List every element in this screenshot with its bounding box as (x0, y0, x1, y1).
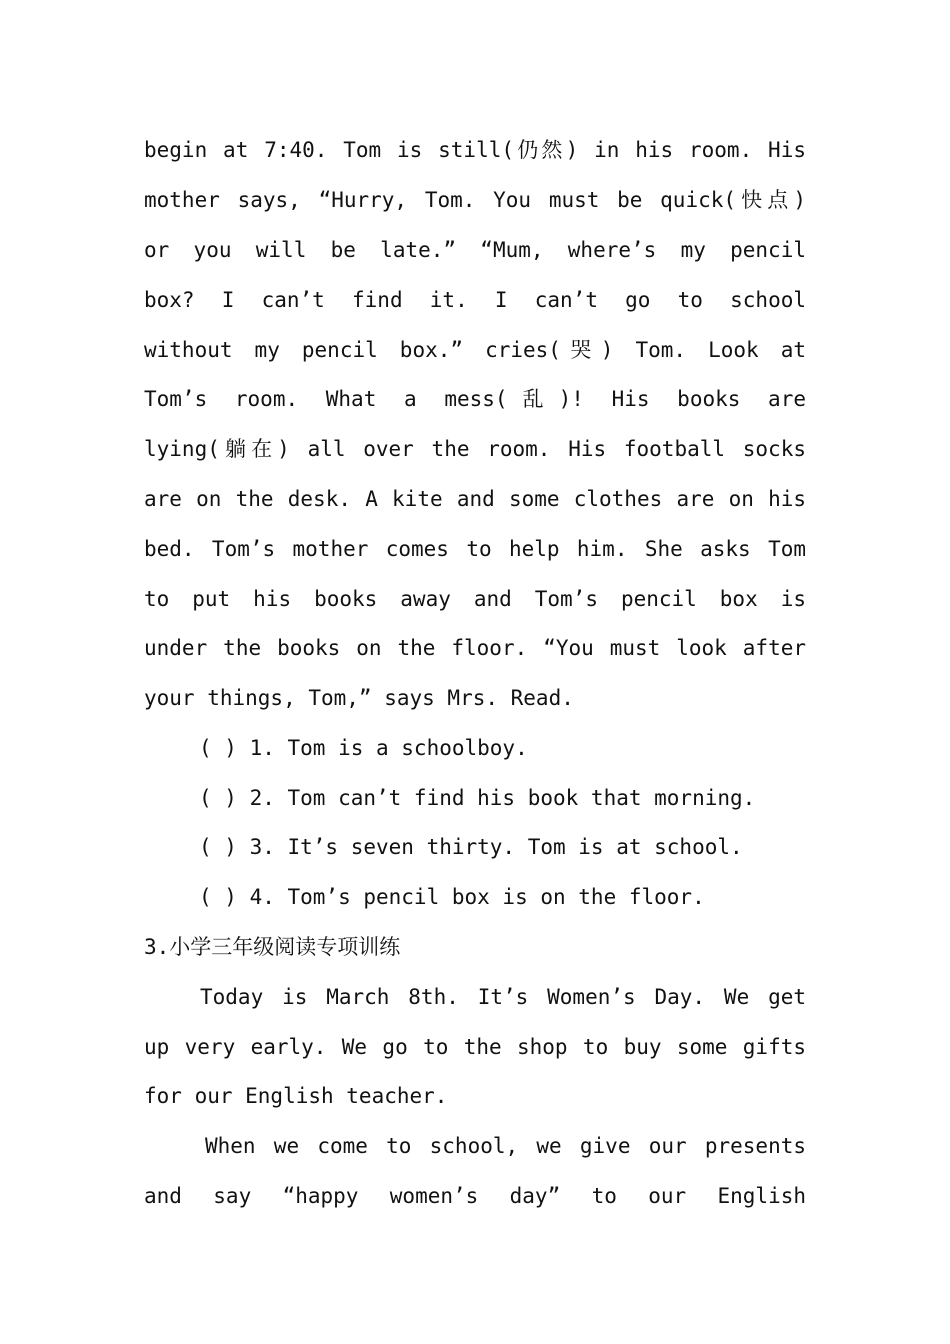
passage-line: lying(躺在) all over the room. His football socks (144, 437, 806, 461)
paragraph-line: and say “happy women’s day” to our English (144, 1184, 806, 1208)
paragraph-line: When we come to school, we give our presents (205, 1134, 806, 1158)
passage-line: under the books on the floor. “You must look after (144, 636, 806, 660)
passage-line: to put his books away and Tom’s pencil box is (144, 587, 806, 611)
paragraph-line: up very early. We go to the shop to buy some gifts (144, 1035, 806, 1059)
passage-line: Tom’s room. What a mess(乱)! His books are (144, 387, 806, 411)
question-item: ( ) 2. Tom can’t find his book that morning. (199, 786, 756, 810)
question-item: ( ) 3. It’s seven thirty. Tom is at school. (199, 835, 743, 859)
question-item: ( ) 1. Tom is a schoolboy. (199, 736, 528, 760)
passage-line: or you will be late.” “Mum, where’s my pencil (144, 238, 806, 262)
paragraph-line: for our English teacher. (144, 1084, 448, 1108)
passage-line: are on the desk. A kite and some clothes are on his (144, 487, 806, 511)
passage-line: begin at 7:40. Tom is still(仍然) in his room. His (144, 138, 806, 162)
passage-line: box? I can’t find it. I can’t go to school (144, 288, 806, 312)
passage-line: without my pencil box.” cries(哭) Tom. Look at (144, 338, 806, 362)
passage-line: your things, Tom,” says Mrs. Read. (144, 686, 574, 710)
passage-line: bed. Tom’s mother comes to help him. She asks Tom (144, 537, 806, 561)
section-heading: 3.小学三年级阅读专项训练 (144, 935, 401, 959)
paragraph-line: Today is March 8th. It’s Women’s Day. We get (200, 985, 806, 1009)
question-item: ( ) 4. Tom’s pencil box is on the floor. (199, 885, 705, 909)
passage-line: mother says, “Hurry, Tom. You must be quick(快点) (144, 188, 806, 212)
